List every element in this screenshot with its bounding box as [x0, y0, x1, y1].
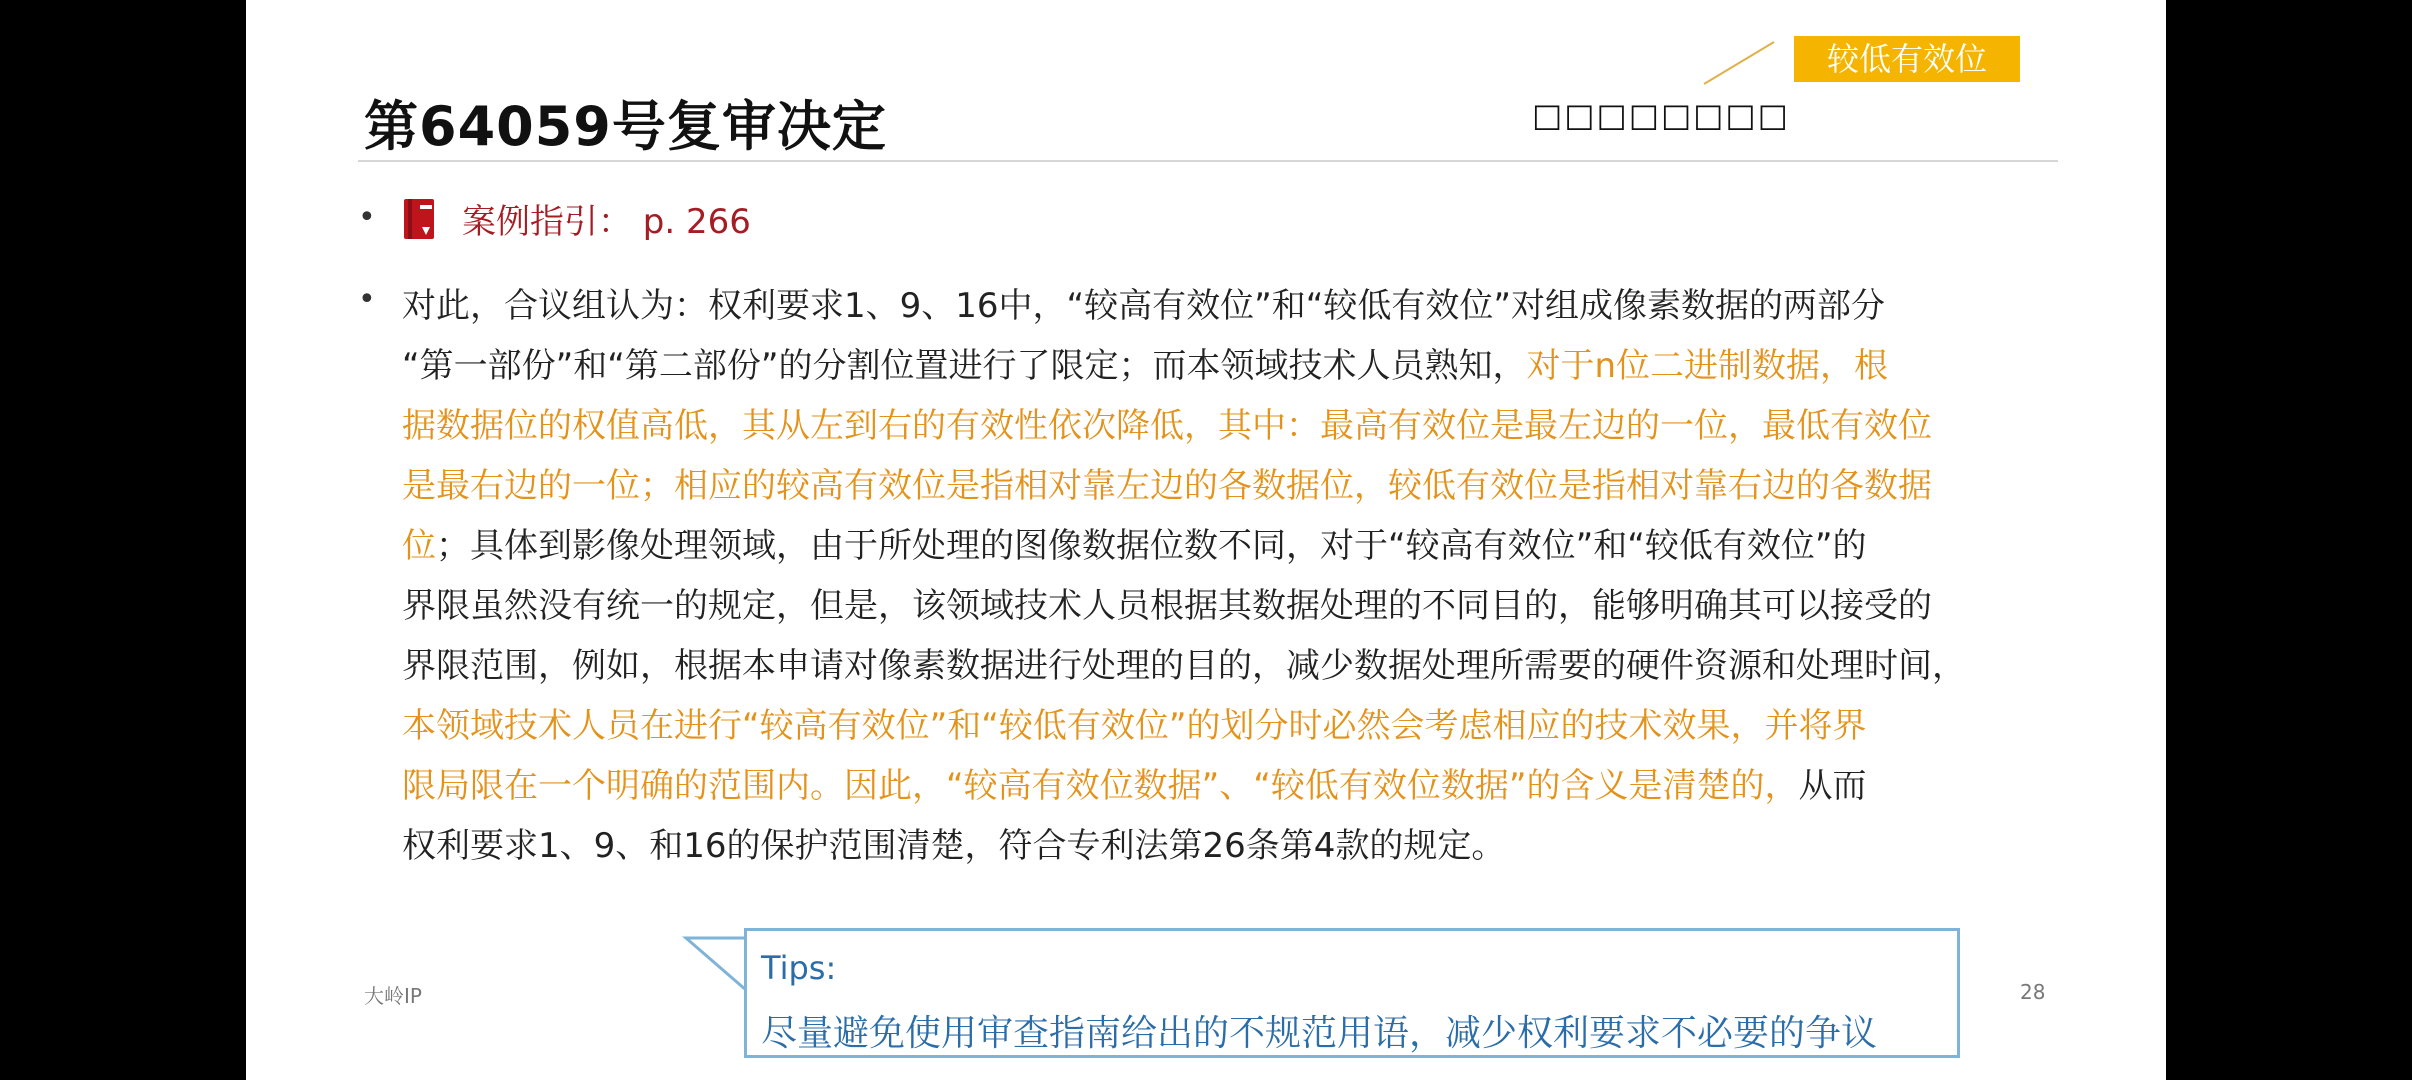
tips-box — [744, 928, 1960, 1058]
highlighted-text: 据数据位的权值高低，其从左到右的有效性依次降低，其中：最高有效位是最左边的一位，最低有效位 — [402, 406, 1932, 446]
slide — [246, 0, 2166, 1080]
paragraph-line — [402, 696, 2052, 756]
case-guide-text: 案例指引： p. 266 — [462, 202, 751, 242]
decision-paragraph — [402, 276, 2052, 876]
highlighted-text: 是最右边的一位； — [402, 466, 674, 506]
paragraph-line — [402, 576, 2052, 636]
paragraph-text: “第一部份”和“第二部份”的分割位置进行了限定；而本领域技术人员熟知， — [402, 346, 1527, 386]
paragraph-line — [402, 516, 2052, 576]
paragraph-line — [402, 636, 2052, 696]
callout-placeholder-text: □□□□□□□□ — [1532, 96, 1790, 134]
slide-title: 第64059号复审决定 — [364, 95, 887, 158]
footer-brand: 大岭IP — [364, 984, 422, 1008]
paragraph-text: ；具体到影像处理领域，由于所处理的图像数据位数不同，对于“较高有效位”和“较低有效位”的 — [436, 526, 1867, 566]
paragraph-line — [402, 756, 2052, 816]
paragraph-line — [402, 276, 2052, 336]
callout-label: 较低有效位 — [1794, 36, 2020, 82]
highlighted-text: 位 — [402, 526, 436, 566]
paragraph-text: 界限虽然没有统一的规定，但是，该领域技术人员根据其数据处理的不同目的，能够明确其可以接受的 — [402, 586, 1932, 626]
paragraph-line — [402, 456, 2052, 516]
title-divider — [358, 160, 2058, 162]
guide-bullet: • — [358, 200, 376, 235]
paragraph-line — [402, 336, 2052, 396]
paragraph-text: 权利要求1、9、和16的保护范围清楚，符合专利法第26条第4款的规定。 — [402, 826, 1506, 866]
paragraph-line — [402, 816, 2052, 876]
paragraph-text: 对此，合议组认为：权利要求1、9、16中，“较高有效位”和“较低有效位”对组成像素数据的两部分 — [402, 286, 1885, 326]
paragraph-line — [402, 396, 2052, 456]
case-guide-line — [402, 194, 751, 243]
paragraph-text: 界限范围，例如，根据本申请对像素数据进行处理的目的，减少数据处理所需要的硬件资源和处理时间， — [402, 646, 1966, 686]
highlighted-text: 限局限在一个明确的范围内。因此，“较高有效位数据”、“较低有效位数据”的含义是清楚的， — [402, 766, 1799, 806]
highlighted-text: 对于n位二进制数据，根 — [1526, 346, 1889, 386]
page-number: 28 — [2020, 980, 2046, 1004]
paragraph-bullet: • — [358, 282, 376, 317]
book-icon — [402, 197, 438, 241]
tips-text: 尽量避免使用审查指南给出的不规范用语，减少权利要求不必要的争议 — [761, 1013, 1878, 1054]
highlighted-text: 相应的较高有效位是指相对靠左边的各数据位，较低有效位是指相对靠右边的各数据 — [674, 466, 1932, 506]
highlighted-text: 本领域技术人员在进行“较高有效位”和“较低有效位”的划分时必然会考虑相应的技术效果，并将界 — [402, 706, 1867, 746]
paragraph-text: 从而 — [1798, 766, 1867, 806]
tips-title: Tips: — [761, 949, 837, 987]
